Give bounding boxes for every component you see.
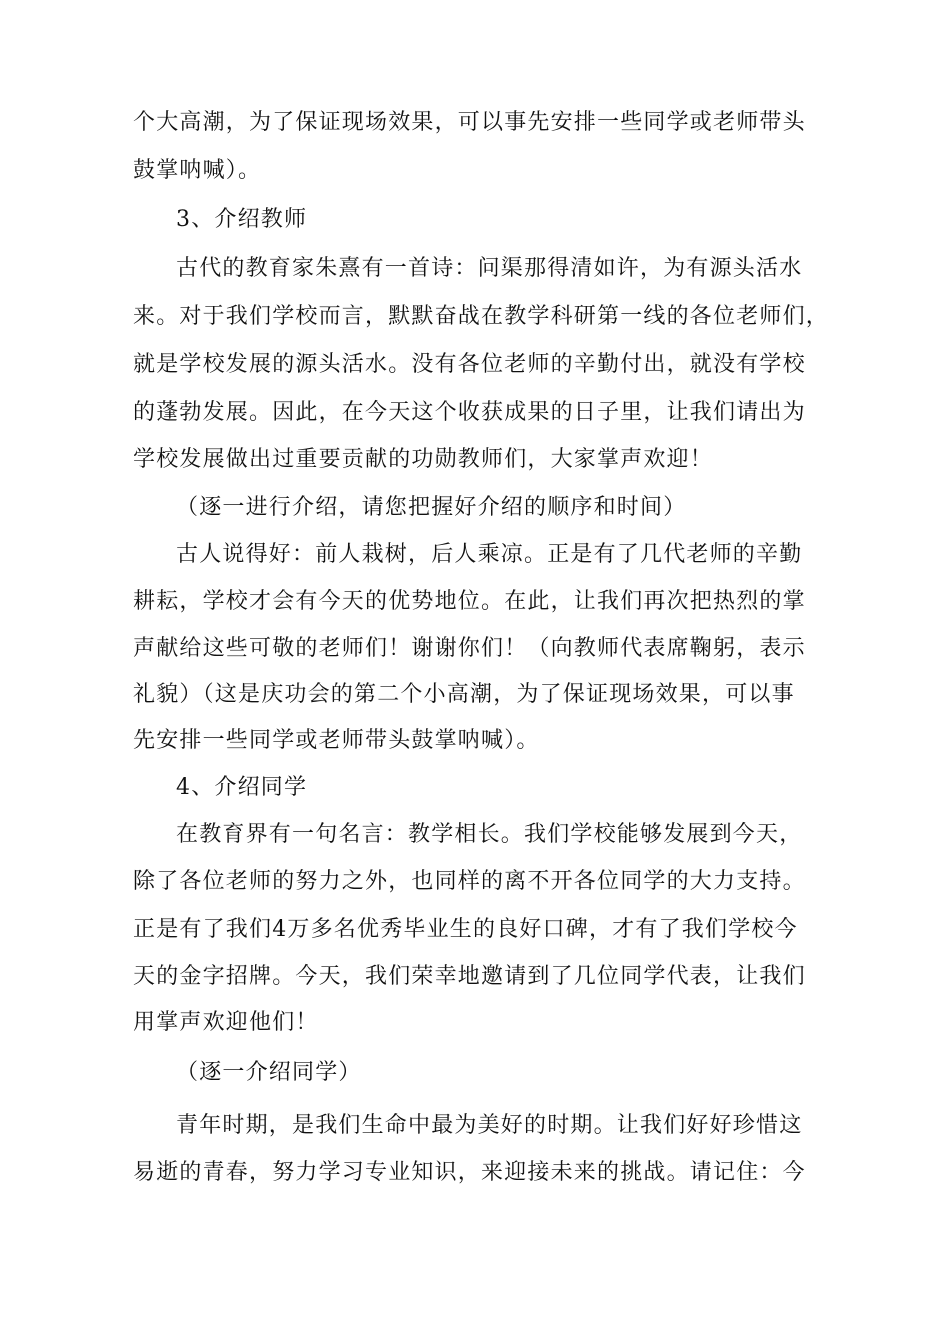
- section-heading: 3、介绍教师: [176, 207, 308, 232]
- text-line: 耕耘，学校才会有今天的优势地位。在此，让我们再次把热烈的掌: [133, 589, 806, 614]
- text-line: 声献给这些可敬的老师们！谢谢你们！（向教师代表席鞠躬，表示: [133, 636, 806, 661]
- paragraph-line: 古代的教育家朱熹有一首诗：问渠那得清如许，为有源头活水: [176, 256, 803, 281]
- paragraph-line: 在教育界有一句名言：教学相长。我们学校能够发展到今天，: [176, 822, 803, 847]
- section-heading: 4、介绍同学: [176, 775, 308, 800]
- text-line: 个大高潮，为了保证现场效果，可以事先安排一些同学或老师带头: [133, 110, 806, 135]
- note-line: （逐一介绍同学）: [176, 1060, 362, 1085]
- text-line: 鼓掌呐喊）。: [133, 158, 262, 183]
- paragraph-line: 青年时期，是我们生命中最为美好的时期。让我们好好珍惜这: [176, 1113, 803, 1138]
- text-line: 正是有了我们4万多名优秀毕业生的良好口碑，才有了我们学校今: [133, 917, 798, 942]
- text-line: 天的金字招牌。今天，我们荣幸地邀请到了几位同学代表，让我们: [133, 964, 806, 989]
- text-line: 就是学校发展的源头活水。没有各位老师的辛勤付出，就没有学校: [133, 352, 806, 377]
- text-line: 除了各位老师的努力之外，也同样的离不开各位同学的大力支持。: [133, 869, 806, 894]
- paragraph-line: 古人说得好：前人栽树，后人乘凉。正是有了几代老师的辛勤: [176, 542, 803, 567]
- text-line: 用掌声欢迎他们！: [133, 1010, 319, 1035]
- text-line: 学校发展做出过重要贡献的功勋教师们，大家掌声欢迎！: [133, 447, 714, 472]
- note-line: （逐一进行介绍，请您把握好介绍的顺序和时间）: [176, 495, 687, 520]
- text-line: 易逝的青春，努力学习专业知识，来迎接未来的挑战。请记住：今: [133, 1160, 806, 1185]
- text-line: 来。对于我们学校而言，默默奋战在教学科研第一线的各位老师们，: [133, 304, 830, 329]
- text-line: 礼貌）（这是庆功会的第二个小高潮，为了保证现场效果，可以事: [133, 682, 795, 707]
- text-line: 的蓬勃发展。因此，在今天这个收获成果的日子里，让我们请出为: [133, 400, 806, 425]
- text-line: 先安排一些同学或老师带头鼓掌呐喊）。: [133, 728, 540, 753]
